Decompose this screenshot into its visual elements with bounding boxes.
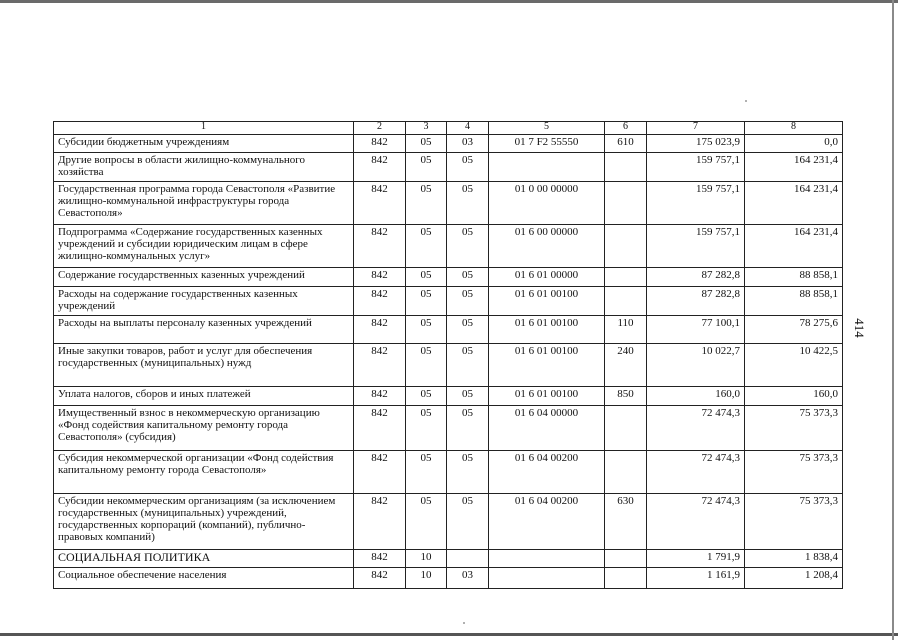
row-section: 05 (406, 344, 447, 387)
row-subsection: 05 (447, 494, 489, 550)
row-amount-1: 1 791,9 (647, 550, 745, 568)
column-header: 8 (745, 122, 843, 135)
column-header: 6 (605, 122, 647, 135)
row-target: 01 0 00 00000 (489, 182, 605, 225)
row-amount-1: 159 757,1 (647, 153, 745, 182)
row-subsection: 05 (447, 182, 489, 225)
row-expense (605, 153, 647, 182)
table-row (54, 568, 843, 589)
row-subsection: 05 (447, 153, 489, 182)
row-subsection: 05 (447, 287, 489, 316)
column-header: 1 (54, 122, 354, 135)
row-amount-2: 0,0 (745, 135, 843, 153)
row-section: 05 (406, 153, 447, 182)
table-row (54, 287, 843, 316)
row-name: Содержание государственных казенных учреждений (54, 268, 354, 287)
row-expense: 850 (605, 387, 647, 406)
row-amount-2: 164 231,4 (745, 182, 843, 225)
row-expense: 240 (605, 344, 647, 387)
row-amount-1: 72 474,3 (647, 406, 745, 451)
row-name: Уплата налогов, сборов и иных платежей (54, 387, 354, 406)
row-expense: 110 (605, 316, 647, 344)
row-code: 842 (354, 225, 406, 268)
row-name: Другие вопросы в области жилищно-коммунального хозяйства (54, 153, 354, 182)
row-amount-2: 75 373,3 (745, 451, 843, 494)
row-subsection: 05 (447, 316, 489, 344)
scan-edge-right (892, 0, 894, 640)
row-subsection: 05 (447, 344, 489, 387)
scan-speck (463, 622, 465, 624)
row-code: 842 (354, 316, 406, 344)
table-row (54, 153, 843, 182)
row-section: 05 (406, 387, 447, 406)
row-name: Субсидии бюджетным учреждениям (54, 135, 354, 153)
row-amount-2: 164 231,4 (745, 153, 843, 182)
column-header: 3 (406, 122, 447, 135)
row-name: Субсидия некоммерческой организации «Фонд содействия капитальному ремонту города Севастополя» (54, 451, 354, 494)
row-section: 05 (406, 182, 447, 225)
row-code: 842 (354, 494, 406, 550)
row-name: Подпрограмма «Содержание государственных казенных учреждений и субсидии юридическим лицам в сфере жилищно-коммунальных услуг» (54, 225, 354, 268)
table-row (54, 494, 843, 550)
row-subsection: 05 (447, 406, 489, 451)
row-amount-1: 159 757,1 (647, 225, 745, 268)
row-expense: 630 (605, 494, 647, 550)
row-code: 842 (354, 550, 406, 568)
row-expense (605, 268, 647, 287)
row-name: Иные закупки товаров, работ и услуг для обеспечения государственных (муниципальных) нужд (54, 344, 354, 387)
row-name: Расходы на выплаты персоналу казенных учреждений (54, 316, 354, 344)
row-expense (605, 550, 647, 568)
table-row (54, 135, 843, 153)
row-code: 842 (354, 568, 406, 589)
row-expense (605, 225, 647, 268)
row-section: 05 (406, 451, 447, 494)
row-section: 05 (406, 135, 447, 153)
row-target: 01 6 04 00000 (489, 406, 605, 451)
row-section: 05 (406, 316, 447, 344)
row-subsection: 03 (447, 135, 489, 153)
row-code: 842 (354, 153, 406, 182)
table-row (54, 451, 843, 494)
row-subsection: 05 (447, 225, 489, 268)
row-target: 01 6 01 00100 (489, 387, 605, 406)
row-target: 01 6 01 00100 (489, 344, 605, 387)
row-target (489, 550, 605, 568)
budget-table (53, 121, 843, 589)
row-amount-1: 1 161,9 (647, 568, 745, 589)
row-code: 842 (354, 451, 406, 494)
row-code: 842 (354, 344, 406, 387)
row-code: 842 (354, 287, 406, 316)
table-row (54, 316, 843, 344)
row-name: Государственная программа города Севастополя «Развитие жилищно-коммунальной инфраструктуры города Севастополя» (54, 182, 354, 225)
row-section: 05 (406, 406, 447, 451)
table-header-row (54, 122, 843, 135)
column-header: 4 (447, 122, 489, 135)
row-expense (605, 406, 647, 451)
row-name: СОЦИАЛЬНАЯ ПОЛИТИКА (54, 550, 354, 568)
row-amount-1: 72 474,3 (647, 494, 745, 550)
row-name: Имущественный взнос в некоммерческую организацию «Фонд содействия капитальному ремонту города Севастополя» (субсидия) (54, 406, 354, 451)
row-amount-2: 78 275,6 (745, 316, 843, 344)
scan-edge-bottom (0, 633, 898, 636)
row-expense: 610 (605, 135, 647, 153)
row-target: 01 7 F2 55550 (489, 135, 605, 153)
row-code: 842 (354, 268, 406, 287)
row-name: Расходы на содержание государственных казенных учреждений (54, 287, 354, 316)
row-target: 01 6 00 00000 (489, 225, 605, 268)
row-expense (605, 451, 647, 494)
scan-edge-top (0, 0, 898, 3)
row-subsection (447, 550, 489, 568)
column-header: 2 (354, 122, 406, 135)
row-target: 01 6 01 00000 (489, 268, 605, 287)
row-subsection: 05 (447, 387, 489, 406)
row-amount-2: 88 858,1 (745, 268, 843, 287)
row-expense (605, 287, 647, 316)
row-amount-2: 1 838,4 (745, 550, 843, 568)
row-target (489, 568, 605, 589)
table-row (54, 182, 843, 225)
page-number: 414 (851, 318, 867, 338)
row-amount-1: 160,0 (647, 387, 745, 406)
row-code: 842 (354, 182, 406, 225)
row-code: 842 (354, 387, 406, 406)
row-subsection: 03 (447, 568, 489, 589)
row-amount-2: 10 422,5 (745, 344, 843, 387)
table-row (54, 344, 843, 387)
row-amount-2: 75 373,3 (745, 494, 843, 550)
row-subsection: 05 (447, 451, 489, 494)
row-target (489, 153, 605, 182)
row-amount-1: 87 282,8 (647, 268, 745, 287)
row-section: 05 (406, 494, 447, 550)
row-amount-1: 87 282,8 (647, 287, 745, 316)
row-name: Социальное обеспечение населения (54, 568, 354, 589)
row-section: 05 (406, 287, 447, 316)
column-header: 7 (647, 122, 745, 135)
row-subsection: 05 (447, 268, 489, 287)
row-code: 842 (354, 406, 406, 451)
row-expense (605, 182, 647, 225)
column-header: 5 (489, 122, 605, 135)
row-amount-2: 75 373,3 (745, 406, 843, 451)
table-row (54, 406, 843, 451)
row-amount-1: 159 757,1 (647, 182, 745, 225)
row-section: 05 (406, 225, 447, 268)
row-amount-1: 72 474,3 (647, 451, 745, 494)
row-amount-1: 77 100,1 (647, 316, 745, 344)
table-row (54, 550, 843, 568)
row-target: 01 6 01 00100 (489, 287, 605, 316)
row-expense (605, 568, 647, 589)
row-code: 842 (354, 135, 406, 153)
row-target: 01 6 04 00200 (489, 451, 605, 494)
table-row (54, 268, 843, 287)
row-section: 10 (406, 550, 447, 568)
row-name: Субсидии некоммерческим организациям (за исключением государственных (муниципальных) учреждений, государственных корпораций (компаний), публично-правовых компаний) (54, 494, 354, 550)
row-amount-2: 1 208,4 (745, 568, 843, 589)
table-row (54, 225, 843, 268)
row-section: 05 (406, 268, 447, 287)
row-amount-2: 164 231,4 (745, 225, 843, 268)
table-row (54, 387, 843, 406)
row-amount-1: 175 023,9 (647, 135, 745, 153)
scan-speck (745, 100, 747, 102)
row-amount-2: 160,0 (745, 387, 843, 406)
row-target: 01 6 01 00100 (489, 316, 605, 344)
row-target: 01 6 04 00200 (489, 494, 605, 550)
row-amount-1: 10 022,7 (647, 344, 745, 387)
row-amount-2: 88 858,1 (745, 287, 843, 316)
row-section: 10 (406, 568, 447, 589)
